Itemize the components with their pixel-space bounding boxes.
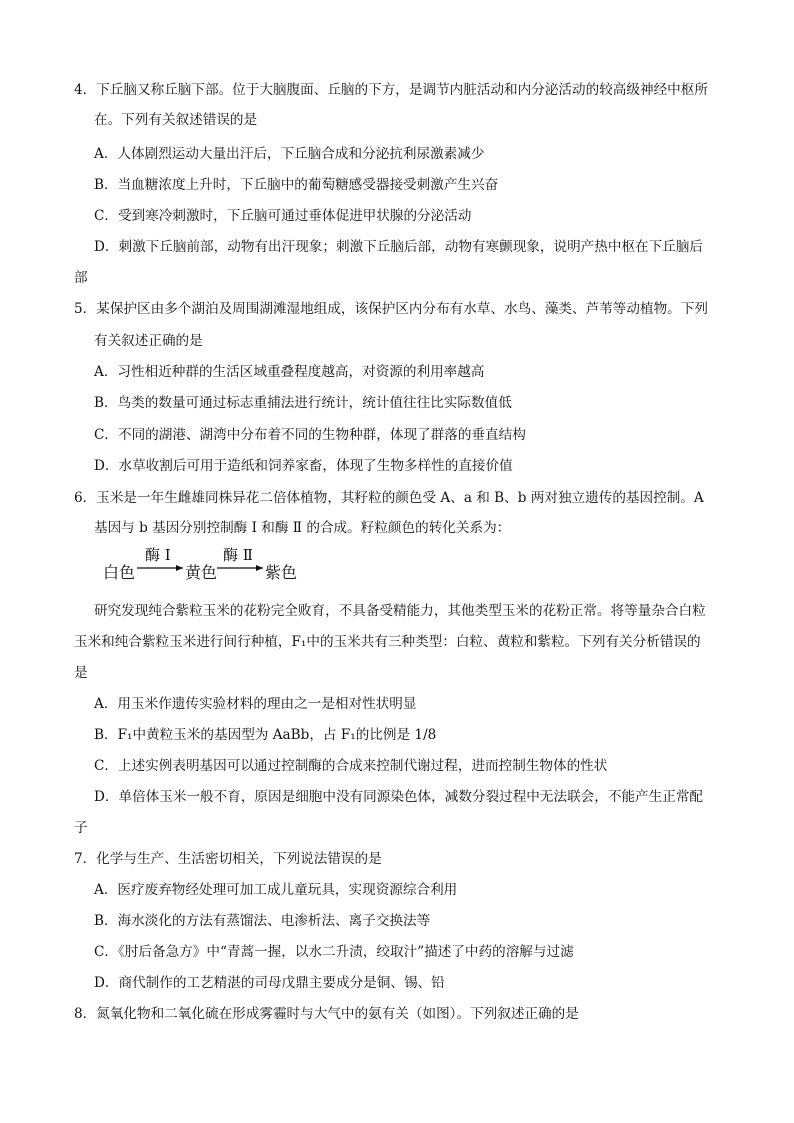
q6-option-d-line-1: D．单倍体玉米一般不育，原因是细胞中没有同源染色体，减数分裂过程中无法联会，不能产生正常配 xyxy=(94,789,704,805)
q7-option-b: B．海水淡化的方法有蒸馏法、电渗析法、离子交换法等 xyxy=(94,913,431,929)
q5-stem-line-2: 有关叙述正确的是 xyxy=(94,333,203,349)
color-conversion-diagram xyxy=(103,546,303,586)
q4-option-a: A．人体剧烈运动大量出汗后，下丘脑合成和分泌抗利尿激素减少 xyxy=(94,146,485,162)
q6-option-a: A．用玉米作遗传实验材料的理由之一是相对性状明显 xyxy=(94,696,417,712)
q4-stem-line-2: 在。下列有关叙述错误的是 xyxy=(94,112,258,128)
q4-option-d-line-1: D．刺激下丘脑前部，动物有出汗现象；刺激下丘脑后部，动物有寒颤现象，说明产热中枢在下丘脑后 xyxy=(94,239,704,255)
q6-stem-line-2: 基因与 b 基因分别控制酶 Ⅰ 和酶 Ⅱ 的合成。籽粒颜色的转化关系为： xyxy=(94,520,511,536)
q4-option-c: C．受到寒冷刺激时，下丘脑可通过垂体促进甲状腺的分泌活动 xyxy=(94,208,472,224)
q4-option-d-line-2: 部 xyxy=(74,270,88,286)
q5-option-a: A．习性相近种群的生活区域重叠程度越高，对资源的利用率越高 xyxy=(94,364,485,380)
q5-option-b: B．鸟类的数量可通过标志重捕法进行统计，统计值往往比实际数值低 xyxy=(94,395,512,411)
q7-option-c: C．《肘后备急方》中“青蒿一握，以水二升渍，绞取汁”描述了中药的溶解与过滤 xyxy=(94,944,574,960)
diagram-enzyme-2: 酶 Ⅱ xyxy=(223,546,253,564)
q6-option-d-line-2: 子 xyxy=(74,820,88,836)
q6-para-line-2: 玉米和纯合紫粒玉米进行间行种植，F₁中的玉米共有三种类型：白粒、黄粒和紫粒。下列有关分析错误的 xyxy=(74,634,701,650)
q6-option-c: C．上述实例表明基因可以通过控制酶的合成来控制代谢过程，进而控制生物体的性状 xyxy=(94,758,608,774)
diagram-arrow-1-head xyxy=(176,565,183,571)
q8-stem: 8．氮氧化物和二氧化硫在形成雾霾时与大气中的氨有关（如图）。下列叙述正确的是 xyxy=(74,1006,579,1022)
diagram-enzyme-1: 酶 Ⅰ xyxy=(145,546,171,564)
q6-para-line-3: 是 xyxy=(74,665,88,681)
q4-option-b: B．当血糖浓度上升时，下丘脑中的葡萄糖感受器接受刺激产生兴奋 xyxy=(94,177,499,193)
q6-option-b: B．F₁中黄粒玉米的基因型为 AaBb，占 F₁的比例是 1/8 xyxy=(94,727,437,743)
q6-stem-line-1: 6．玉米是一年生雌雄同株异花二倍体植物，其籽粒的颜色受 A、a 和 B、b 两对独立遗传的基因控制。A xyxy=(74,490,704,506)
diagram-arrow-2-head xyxy=(256,565,263,571)
q5-stem-line-1: 5．某保护区由多个湖泊及周围湖滩湿地组成，该保护区内分布有水草、水鸟、藻类、芦苇等动植物。下列 xyxy=(74,301,708,317)
q6-para-line-1: 研究发现纯合紫粒玉米的花粉完全败育，不具备受精能力，其他类型玉米的花粉正常。将等量杂合白粒 xyxy=(94,603,706,619)
diagram-purple: 紫色 xyxy=(265,563,298,582)
q5-option-c: C．不同的湖港、湖湾中分布着不同的生物种群，体现了群落的垂直结构 xyxy=(94,427,526,443)
diagram-yellow: 黄色 xyxy=(185,563,218,582)
diagram-white: 白色 xyxy=(103,563,136,582)
q7-option-a: A．医疗废弃物经处理可加工成儿童玩具，实现资源综合利用 xyxy=(94,882,458,898)
q7-stem: 7．化学与生产、生活密切相关，下列说法错误的是 xyxy=(74,851,382,867)
q7-option-d: D．商代制作的工艺精湛的司母戊鼎主要成分是铜、锡、铅 xyxy=(94,975,445,991)
q5-option-d: D．水草收割后可用于造纸和饲养家畜，体现了生物多样性的直接价值 xyxy=(94,458,513,474)
q4-stem-line-1: 4．下丘脑又称丘脑下部。位于大脑腹面、丘脑的下方，是调节内脏活动和内分泌活动的较高级神经中枢所 xyxy=(74,82,708,98)
